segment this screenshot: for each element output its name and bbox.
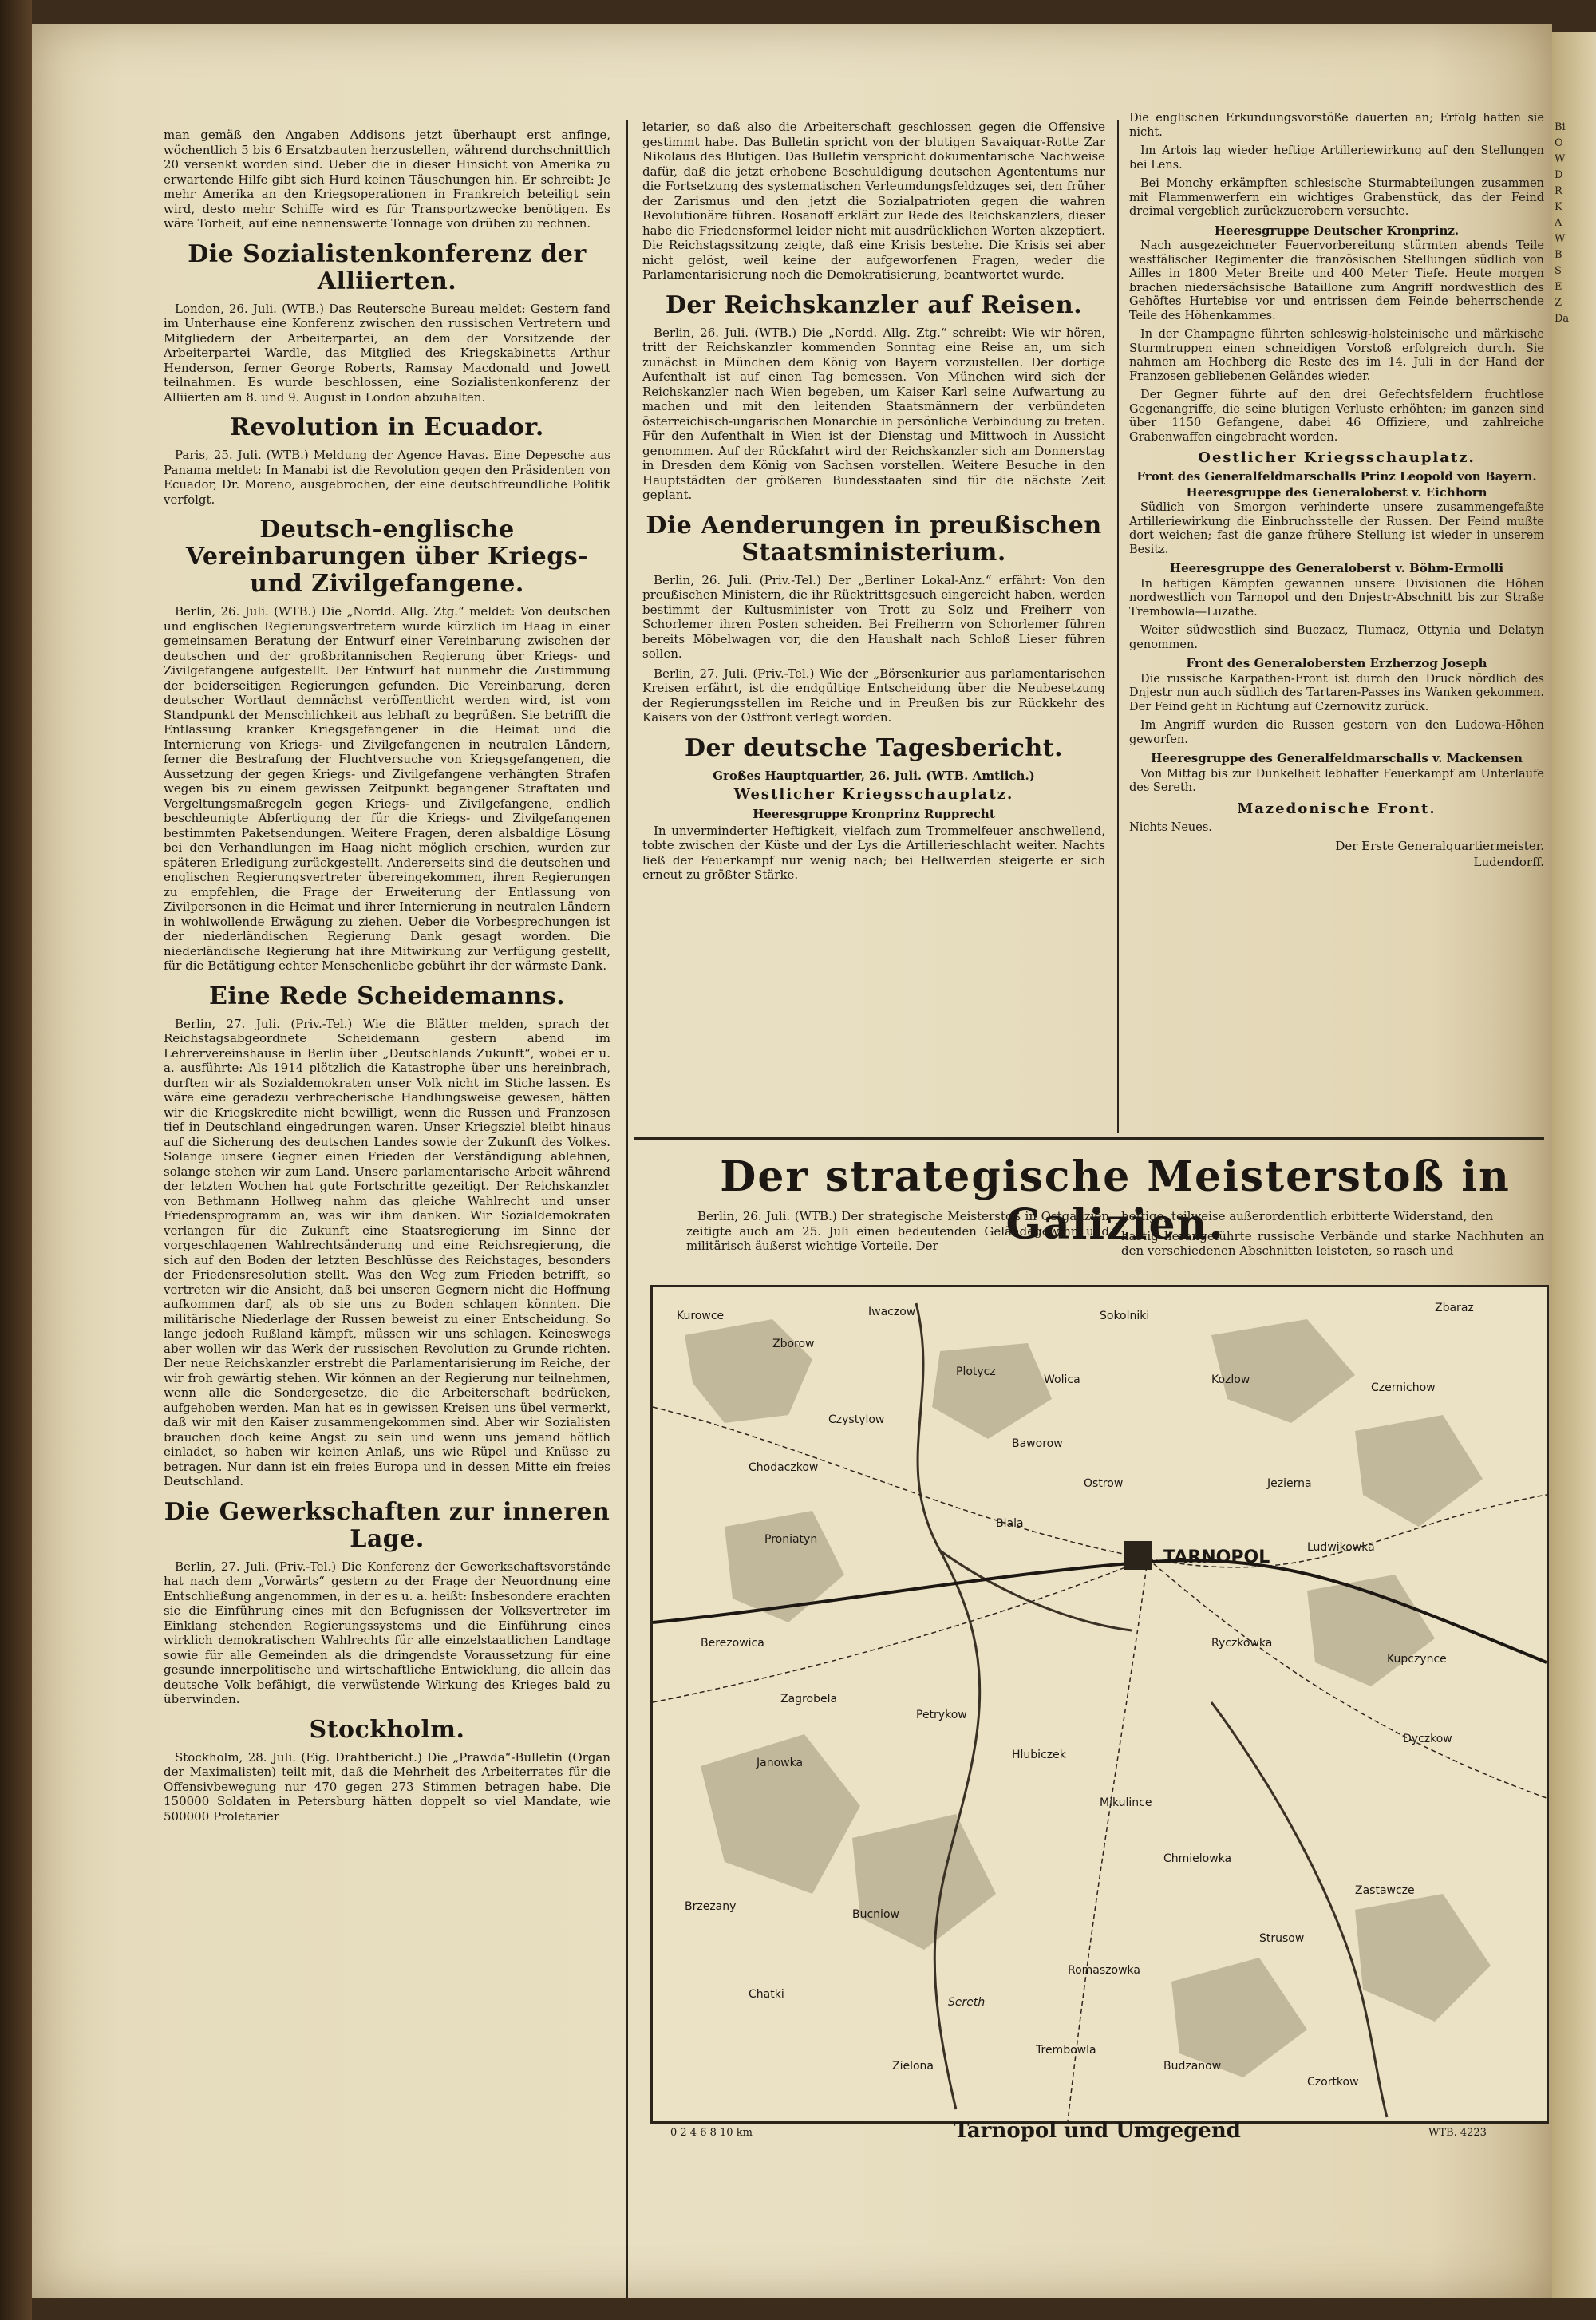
city-label: TARNOPOL bbox=[1163, 1547, 1270, 1567]
place-label: Baworow bbox=[1012, 1437, 1063, 1450]
article-flandern: In unverminderter Heftigkeit, vielfach zum Trommelfeuer anschwellend, tobte zwischen der Küste und der Lys die Artillerieschlacht weiter. Nachts ließ der Feuerkampf nur wenig nach; bei Hellwerden steigerte er sich erneut zu größter Stärke. bbox=[642, 823, 1105, 882]
headline-tagesbericht: Der deutsche Tagesbericht. bbox=[684, 733, 1064, 762]
headline-gewerkschaften: Die Gewerkschaften zur inneren Lage. bbox=[164, 1497, 610, 1553]
article-tarnopol-hoehen: In heftigen Kämpfen gewannen unsere Divisionen die Höhen nordwestlich von Tarnopol und den Dnjestr-Abschnitt bis zur Straße Trembowla—Luzathe. bbox=[1129, 577, 1544, 619]
article-monchy: Bei Monchy erkämpften schlesische Sturmabteilungen zusammen mit Flammenwerfern ein wichtiges Grabenstück, das der Feind dreimal vergeblich zurückzuerobern versuchte. bbox=[1129, 177, 1544, 218]
place-label: Sokolniki bbox=[1100, 1310, 1150, 1322]
lead-column-b bbox=[1121, 1209, 1544, 1263]
place-label: Zielona bbox=[892, 2060, 934, 2073]
facing-page-fragments bbox=[1555, 120, 1594, 327]
article-staatsministerium-1: Berlin, 26. Juli. (Priv.-Tel.) Der „Berliner Lokal-Anz.“ erfährt: Von den preußischen Ministern, die ihr Rücktrittsgesuch eingereicht haben, werden bestimmt der Kultusminister von Trott zu Solz und Freiherr von Schorlemer ihren Posten scheiden. Bei Freiherrn von Schorlemer führen bereits Möbelwagen vor, die den Haushalt nach Schloß Lieser führen sollen. bbox=[642, 572, 1105, 661]
article-ailles: Nach ausgezeichneter Feuervorbereitung stürmten abends Teile westfälischer Regimenter die französischen Stellungen südlich von Ailles in 1800 Meter Breite und 400 Meter Tiefe. Heute morgen brachen niedersächsische Bataillone zum Angriff nordwestlich des Gehöftes Hurtebise vor und entrissen dem Feinde beherrschende Teile des Höhenkammes. bbox=[1129, 239, 1544, 322]
place-label: Hlubiczek bbox=[1012, 1749, 1066, 1761]
signature-ludendorff: Ludendorff. bbox=[1473, 854, 1544, 869]
article-nichts-neues: Nichts Neues. bbox=[1129, 820, 1212, 834]
place-label: Czortkow bbox=[1307, 2076, 1359, 2089]
article-sozialistenkonferenz: London, 26. Juli. (WTB.) Das Reutersche Bureau meldet: Gestern fand im Unterhause eine Konferenz zwischen den russischen Vertretern und Mitgliedern der Arbeiterpartei, an dem der Vorsitzende der Arbeiterpartei Wardle, das Mitglied des Kriegskabinetts Arthur Henderson, ferner George Roberts, Ramsay Macdonald und Jowett teilnahmen. Es wurde beschlossen, eine Sozialistenkonferenz der Alliierten am 8. und 9. August in London abzuhalten. bbox=[164, 301, 610, 405]
front-prinz-leopold: Front des Generalfeldmarschalls Prinz Leopold von Bayern. bbox=[1136, 469, 1537, 484]
edge-fragment: Bi bbox=[1555, 121, 1566, 133]
place-label: Berezowica bbox=[701, 1637, 764, 1650]
place-label: Jezierna bbox=[1267, 1477, 1312, 1490]
place-label: Kozlow bbox=[1211, 1373, 1250, 1386]
edge-fragment: D bbox=[1555, 169, 1563, 181]
column-rule-1 bbox=[626, 120, 628, 2298]
place-label: Dyczkow bbox=[1403, 1733, 1452, 1745]
place-label: Proniatyn bbox=[764, 1533, 818, 1546]
place-label: Kurowce bbox=[677, 1310, 725, 1322]
subhead-oestlicher-kriegsschauplatz: Oestlicher Kriegsschauplatz. bbox=[1198, 449, 1476, 466]
edge-fragment: W bbox=[1555, 153, 1566, 165]
article-ecuador: Paris, 25. Juli. (WTB.) Meldung der Agence Havas. Eine Depesche aus Panama meldet: In Manabi ist die Revolution gegen den Präsidenten von Ecuador, Dr. Moreno, ausgebrochen, der eine deutschfreundliche Politik verfolgt. bbox=[164, 448, 610, 507]
place-label: Brzezany bbox=[685, 1900, 737, 1913]
heeresgruppe-rupprecht: Heeresgruppe Kronprinz Rupprecht bbox=[753, 807, 995, 821]
article-sereth: Von Mittag bis zur Dunkelheit lebhafter Feuerkampf am Unterlaufe des Sereth. bbox=[1129, 767, 1544, 794]
lead-headline: Der strategische Meisterstoß in Galizien. bbox=[720, 1152, 1511, 1249]
column-1 bbox=[164, 128, 610, 1828]
place-label: Biala bbox=[996, 1517, 1024, 1530]
lead-text-a: Berlin, 26. Juli. (WTB.) Der strategische Meisterstoß in Ostgalizien zeitigte auch am 25. Juli einen bedeutenden Geländegewinn und militärisch äußerst wichtige Vorteile. Der bbox=[686, 1209, 1109, 1253]
place-label: Czernichow bbox=[1371, 1381, 1436, 1394]
article-champagne: In der Champagne führten schleswig-holsteinische und märkische Sturmtruppen einen schneidigen Vorstoß erfolgreich durch. Sie nahmen am Hochberg die Reste des im 14. Juli in der Hand der Franzosen gebliebenen Geländes wieder. bbox=[1129, 328, 1544, 383]
place-label: Zagrobela bbox=[780, 1693, 838, 1705]
place-label: Budzanow bbox=[1163, 2060, 1222, 2073]
headline-ecuador: Revolution in Ecuador. bbox=[230, 413, 544, 441]
edge-fragment: O bbox=[1555, 137, 1563, 149]
article-smorgon: Südlich von Smorgon verhinderte unsere zusammengefaßte Artilleriewirkung die Einbruchsstelle der Russen. Der Feind mußte dort weichen; fast die ganze frühere Stellung ist wieder in unserem Besitz. bbox=[1129, 501, 1544, 556]
heeresgruppe-eichhorn: Heeresgruppe des Generaloberst v. Eichhorn bbox=[1186, 484, 1487, 500]
book-binding bbox=[0, 0, 32, 2320]
place-label: Trembowla bbox=[1036, 2044, 1096, 2057]
article-karpathen: Die russische Karpathen-Front ist durch den Druck nördlich des Dnjestr nun auch südlich des Tartaren-Passes ins Wanken gekommen. Der Feind geht in Richtung auf Czernowitz zurück. bbox=[1129, 672, 1544, 713]
edge-fragment: S bbox=[1555, 265, 1562, 277]
place-label: Mikulince bbox=[1100, 1796, 1152, 1809]
city-marker bbox=[1124, 1541, 1152, 1570]
signature-title: Der Erste Generalquartiermeister. bbox=[1335, 839, 1544, 853]
front-erzherzog-joseph: Front des Generalobersten Erzherzog Joseph bbox=[1186, 656, 1487, 670]
place-label: Strusow bbox=[1259, 1932, 1305, 1945]
col2-intro: letarier, so daß also die Arbeiterschaft geschlossen gegen die Offensive gestimmt habe. Das Bulletin spricht von der blutigen Savaiquar-Rotte Zar Nikolaus des Blutigen. Das Bulletin verspricht dokumentarische Nachweise dafür, daß die jetzt erhobene Beschuldigung deutschen Agententums nur die Fortsetzung des systematischen Verleumdungsfeldzuges sei, den früher der Zarismus und den jetzt die Sozialpatrioten gegen die wahren Revolutionäre führen. Rosanoff erklärt zur Rede des Reichskanzlers, dieser habe die Friedensformel leider nicht mit ausdrücklichen Worten akzeptiert. Die Reichstagssitzung zeigte, daß eine Krisis bestehe. Die Krisis sei aber nicht gelöst, weil keine der aufgeworfenen Fragen, weder die Parlamentarisierung noch die Demokratisierung, beantwortet wurde. bbox=[642, 120, 1105, 282]
article-gewerkschaften: Berlin, 27. Juli. (Priv.-Tel.) Die Konferenz der Gewerkschaftsvorstände hat nach dem „Vorwärts“ gestern zu der Frage der Neuordnung eine Entschließung angenommen, in der es u. a. heißt: Insbesondere erachten sie die Einführung eines mit den Befugnissen der Volksvertreter im Einklang stehenden Regierungssystems und die Einführung eines wirklich demokratischen Wahlrechts für alle einzelstaatlichen Landtage sowie für alle Gemeinden als die dringendste Voraussetzung für eine gesunde innerpolitische und wirtschaftliche Entwicklung, die allein das deutsche Volk befähigt, die verwüstende Wirkung des Krieges bald zu überwinden. bbox=[164, 1559, 610, 1706]
article-ludowa: Im Angriff wurden die Russen gestern von den Ludowa-Höhen geworfen. bbox=[1129, 719, 1544, 746]
place-label: Chodaczkow bbox=[749, 1461, 819, 1474]
edge-fragment: B bbox=[1555, 249, 1562, 261]
edge-fragment: R bbox=[1555, 185, 1562, 197]
map-scale: 0 2 4 6 8 10 km bbox=[670, 2127, 753, 2139]
headline-reichskanzler-reisen: Der Reichskanzler auf Reisen. bbox=[665, 290, 1083, 319]
map-caption: Tarnopol und Umgegend bbox=[954, 2119, 1241, 2143]
article-scheidemann: Berlin, 27. Juli. (Priv.-Tel.) Wie die Blätter melden, sprach der Reichstagsabgeordnete Scheidemann gestern abend im Lehrervereinshause in Berlin über „Deutschlands Zukunft“, wobei er u. a. ausführte: Als 1914 plötzlich die Katastrophe über uns hereinbrach, durften wir als Sozialdemokraten unser Volk nicht im Stiche lassen. Es wäre eine geradezu verbrecherische Handlungsweise gewesen, hätten wir die Kriegskredite nicht bewilligt, wenn die Russen und Franzosen tief in Deutschland eingedrungen waren. Unser Kriegsziel bleibt hinaus auf die Sicherung des deutschen Landes sowie der Zukunft des Volkes. Solange unsere Gegner einen Frieden der Verständigung ablehnen, solange stehen wir zum Land. Unsere parlamentarische Arbeit während der letzten Wochen hat gute Fortschritte gezeitigt. Der Reichskanzler von Bethmann Hollweg nahm das gleiche Wahlrecht und unser Friedensprogramm an, was wir ihm danken. Wir Sozialdemokraten verlangen für die Zukunft eine Staatsregierung im Sinne der vorgeschlagenen Wahlrechtsänderung und eine Reichsregierung, die sich auf den Boden der letzten Beschlüsse des Reichstages, besonders der Friedensresolution stellt. Was den Weg zum Frieden betrifft, so vertreten wir die Ansicht, daß bei unseren Gegnern nicht die Hoffnung aufkommen darf, als ob sie uns zu Boden schlagen könnten. Die militärische Niederlage der Russen beweist zu einer Entscheidung. So lange jedoch Rußland kämpft, müssen wir uns schlagen. Keineswegs aber wollen wir das Werk der russischen Revolution zu Grunde richten. Der neue Reichskanzler erstrebt die Parlamentarisierung im Reiche, der wir froh gewärtig stehen. Wir können an der Regierung nur teilnehmen, wenn alle die Sondergesetze, die die Arbeiterschaft bedrücken, aufgehoben werden. Man hat es in gewissen Kreisen uns übel vermerkt, daß wir mit den Kaiser zusammengekommen sind. Aber wir Sozialisten brauchen doch keine Angst zu sein und wenn uns jemand höflich einladet, so haben wir keinen Anlaß, uns wie Rüpel und Knüsse zu betragen. Nur dann ist ein freies Europa und in dessen Mitte ein freies Deutschland. bbox=[164, 1016, 610, 1488]
edge-fragment: K bbox=[1555, 201, 1562, 213]
place-label: Janowka bbox=[757, 1757, 804, 1769]
edge-fragment: Z bbox=[1555, 297, 1562, 309]
column-rule-2 bbox=[1117, 120, 1119, 1133]
article-reichskanzler-reisen: Berlin, 26. Juli. (WTB.) Die „Nordd. Allg. Ztg.“ schreibt: Wie wir hören, tritt der Reichskanzler kommenden Sonntag eine Reise an, um sich zunächst in München dem König von Bayern vorzustellen. Der dortige Aufenthalt ist auf einen Tag bemessen. Von München wird sich der Reichskanzler nach Wien begeben, um Kaiser Karl seine Aufwartung zu machen und mit den leitenden Staatsmännern der verbündeten österreichisch-ungarischen Monarchie in persönliche Verbindung zu treten. Für den Aufenthalt in Wien ist der Dienstag und Mittwoch in Aussicht genommen. Auf der Rückfahrt wird der Reichskanzler sich am Donnerstag in Dresden dem König von Sachsen vorstellen. Weitere Besuche in den Hauptstädten der größeren Bundesstaaten sind für die nächste Zeit geplant. bbox=[642, 325, 1105, 502]
place-label: Iwaczow bbox=[868, 1306, 916, 1318]
subhead-westlicher-kriegsschauplatz: Westlicher Kriegsschauplatz. bbox=[733, 786, 1014, 803]
edge-fragment: A bbox=[1555, 217, 1562, 229]
lead-column-a bbox=[686, 1209, 1109, 1259]
heeresgruppe-deutscher-kronprinz: Heeresgruppe Deutscher Kronprinz. bbox=[1214, 223, 1460, 238]
place-label: Ryczkowka bbox=[1211, 1637, 1273, 1650]
article-vereinbarungen: Berlin, 26. Juli. (WTB.) Die „Nordd. Allg. Ztg.“ meldet: Von deutschen und englischen Regierungsvertretern wurde kürzlich im Haag in einer gemeinsamen Beratung der Entwurf einer Vereinbarung zwischen der deutschen und der großbritannischen Regierung über Kriegs- und Zivilgefangene aufgestellt. Der Entwurf hat nunmehr die Zustimmung der beiderseitigen Regierungen gefunden. Die Vereinbarung, deren deutscher Wortlaut demnächst veröffentlicht werden wird, ist vom Standpunkt der Menschlichkeit aus lebhaft zu begrüßen. Sie betrifft die Entlassung kranker Kriegsgefangener in die Heimat und die Internierung von Kriegs- und Zivilgefangenen in neutralen Ländern, ferner die Bestrafung der Fluchtversuche von Kriegsgefangenen, die Aussetzung der gegen Kriegs- und Zivilgefangene verhängten Strafen wegen bis zu einem gewissen Zeitpunkt begangener Straftaten und Vergeltungsmaßregeln gegen Kriegs- und Zivilgefangene, endlich beschleunigte Abfertigung der für die Kriegs- und Zivilgefangenen bestimmten Paketsendungen. Weitere Fragen, deren alsbaldige Lösung bei den Verhandlungen im Haag nicht möglich erschien, wurden zur späteren Erledigung zurückgestellt. Andererseits sind die deutschen und englischen Regierungsvertreter übereingekommen, ihren Regierungen zu empfehlen, die Frage der Erweiterung der Entlassung von Zivilpersonen in die Heimat und ihrer Internierung in neutralen Ländern in wohlwollende Erwägung zu ziehen. Ueber die Vorbesprechungen ist der niederländischen Regierung Dank gesagt worden. Die niederländische Regierung hat ihre Mitwirkung zur Verfügung gestellt, für die Betätigung echter Menschenliebe gebührt ihr der wärmste Dank. bbox=[164, 604, 610, 973]
place-label: Chatki bbox=[749, 1988, 784, 2001]
place-label: Chmielowka bbox=[1163, 1852, 1232, 1865]
heeresgruppe-mackensen: Heeresgruppe des Generalfeldmarschalls v. Mackensen bbox=[1151, 751, 1523, 765]
lead-text-b: hastig herangeführte russische Verbände und starke Nachhuten an den verschiedenen Abschnitten leisteten, so rasch und bbox=[1121, 1228, 1544, 1258]
place-label: Kupczynce bbox=[1387, 1653, 1447, 1666]
place-label: Zborow bbox=[772, 1338, 815, 1350]
article-buczacz: Weiter südwestlich sind Buczacz, Tlumacz, Ottynia und Delatyn genommen. bbox=[1129, 624, 1544, 651]
edge-fragment: Da bbox=[1555, 313, 1570, 325]
headline-sozialistenkonferenz: Die Sozialistenkonferenz der Alliierten. bbox=[188, 239, 587, 295]
article-gegner: Der Gegner führte auf den drei Gefechtsfeldern fruchtlose Gegenangriffe, die seine blutigen Verluste erhöhten; im ganzen sind über 1150 Gefangene, dabei 46 Offiziere, und zahlreiche Grabenwaffen eingebracht worden. bbox=[1129, 389, 1544, 444]
lead-text-b0: heftige, teilweise außerordentlich erbitterte Widerstand, den bbox=[1121, 1209, 1494, 1223]
place-label: Zastawcze bbox=[1355, 1884, 1415, 1897]
headline-stockholm: Stockholm. bbox=[309, 1715, 465, 1744]
tagesbericht-dateline: Großes Hauptquartier, 26. Juli. (WTB. Amtlich.) bbox=[713, 768, 1035, 783]
map-tarnopol bbox=[650, 1285, 1549, 2124]
place-label: Ludwikowka bbox=[1307, 1541, 1375, 1554]
lead-top-rule bbox=[634, 1137, 1544, 1140]
place-label: Zbaraz bbox=[1435, 1302, 1474, 1314]
edge-fragment: E bbox=[1555, 281, 1562, 293]
headline-scheidemann: Eine Rede Scheidemanns. bbox=[208, 982, 566, 1010]
place-label: Czystylow bbox=[828, 1413, 885, 1426]
headline-staatsministerium: Die Aenderungen in preußischen Staatsministerium. bbox=[646, 511, 1102, 567]
facing-page-edge bbox=[1552, 32, 1596, 2298]
col1-intro: man gemäß den Angaben Addisons jetzt überhaupt erst anfinge, wöchentlich 5 bis 6 Ersatzbauten herzustellen, während durchschnittlich 20 versenkt worden sind. Ueber die in dieser Hinsicht von Amerika zu erwartende Hilfe gibt sich Hurd keinen Täuschungen hin. Er schreibt: Je mehr Amerika an den Kriegsoperationen in Frankreich beteiligt sein wird, desto mehr Schiffe wird es für Transportzwecke benötigen. Es wäre Torheit, auf eine nennenswerte Tonnage von drüben zu rechnen. bbox=[164, 128, 610, 231]
subhead-mazedonische-front: Mazedonische Front. bbox=[1237, 800, 1436, 817]
place-label: Bucniow bbox=[852, 1908, 899, 1921]
column-2 bbox=[642, 120, 1105, 887]
place-label: Petrykow bbox=[916, 1709, 967, 1721]
place-label: Romaszowka bbox=[1068, 1964, 1140, 1977]
heeresgruppe-boehm-ermolli: Heeresgruppe des Generaloberst v. Böhm-Ermolli bbox=[1169, 561, 1504, 575]
place-label: Sereth bbox=[948, 1996, 986, 2009]
article-staatsministerium-2: Berlin, 27. Juli. (Priv.-Tel.) Wie der „Börsenkurier aus parlamentarischen Kreisen erfährt, ist die endgültige Entscheidung über die Neubesetzung der Regierungsstellen im Reiche und in Preußen bis zur Rückkehr des Kaisers von der Ostfront verlegt worden. bbox=[642, 666, 1105, 725]
place-label: Plotycz bbox=[956, 1366, 996, 1378]
edge-fragment: W bbox=[1555, 233, 1566, 245]
headline-vereinbarungen: Deutsch-englische Vereinbarungen über Kriegs- und Zivilgefangene. bbox=[185, 516, 589, 598]
place-label: Ostrow bbox=[1084, 1477, 1124, 1490]
map-drawing bbox=[653, 1287, 1547, 2121]
column-3 bbox=[1129, 112, 1544, 871]
article-stockholm: Stockholm, 28. Juli. (Eig. Drahtbericht.) Die „Prawda“-Bulletin (Organ der Maximalisten) teilt mit, daß die Mehrheit des Arbeiterrates für die Offensivbewegung nur 470 gegen 273 Stimmen betragen habe. Die 150000 Soldaten in Petersburg hätten doppelt so viel Mandate, wie 500000 Proletarier bbox=[164, 1749, 610, 1824]
map-code: WTB. 4223 bbox=[1428, 2127, 1487, 2139]
article-artois: Im Artois lag wieder heftige Artilleriewirkung auf den Stellungen bei Lens. bbox=[1129, 144, 1544, 172]
place-label: Wolica bbox=[1044, 1373, 1080, 1386]
col3-intro: Die englischen Erkundungsvorstöße dauerten an; Erfolg hatten sie nicht. bbox=[1129, 112, 1544, 139]
